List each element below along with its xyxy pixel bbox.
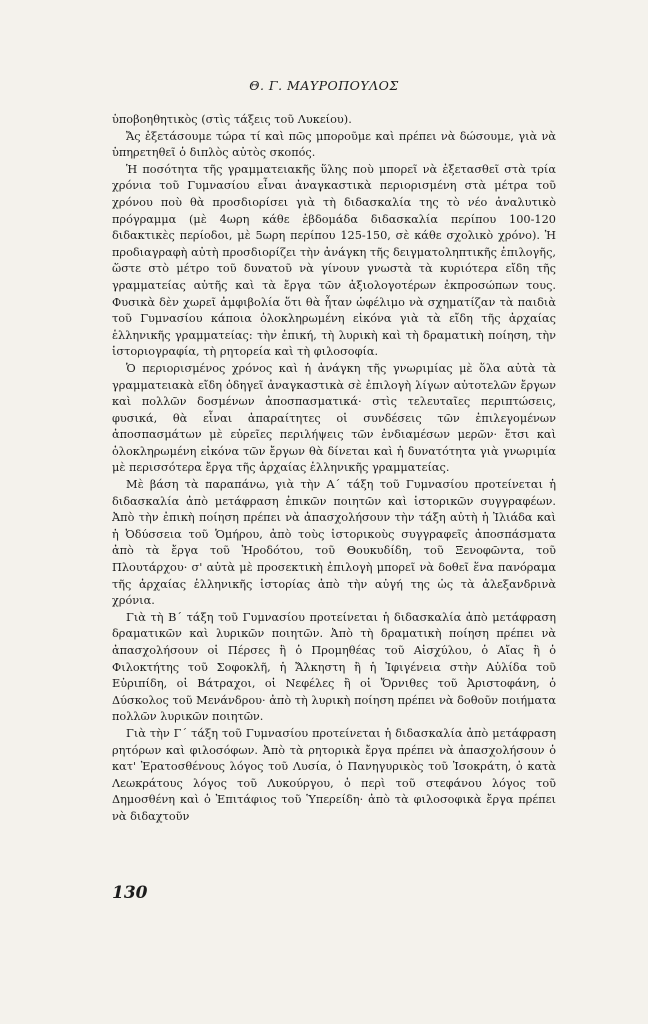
body-text (112, 112, 556, 826)
paragraph: Ὁ περιορισμένος χρόνος καὶ ἡ ἀνάγκη τῆς γνωριμίας μὲ ὅλα αὐτὰ τὰ γραμματειακὰ εἴδη ὁδηγεῖ ἀναγκαστικὰ σὲ ἐπιλογὴ λίγων αὐτοτελῶν ἔργων καὶ πολλῶν δοσμένων ἀποσπασματικά· στὶς τελευταῖες περιπτώσεις, φυσικά, θὰ εἶναι ἀπαραίτητες οἱ συνδέσεις τῶν ἐπιλεγομένων ἀποσπασμάτων μὲ εὐρεῖες περιλήψεις τῶν ἐνδιαμέσων μερῶν· ἔτσι καὶ ὁλοκληρωμένη εἰκόνα τῶν ἔργων θὰ δίνεται καὶ ἡ δυνατότητα γιὰ γνωριμία μὲ περισσότερα ἔργα τῆς ἀρχαίας ἑλληνικῆς γραμματείας. (112, 361, 556, 475)
paragraph: Γιὰ τὴν Γ΄ τάξη τοῦ Γυμνασίου προτείνεται ἡ διδασκαλία ἀπὸ μετάφραση ρητόρων καὶ φιλοσόφων. Ἀπὸ τὰ ρητορικὰ ἔργα πρέπει νὰ ἀπασχολήσουν ὁ κατ' Ἐρατοσθένους λόγος τοῦ Λυσία, ὁ Πανηγυρικὸς τοῦ Ἰσοκράτη, ὁ κατὰ Λεωκράτους λόγος τοῦ Λυκούργου, ὁ περὶ τοῦ στεφάνου λόγος τοῦ Δημοσθένη καὶ ὁ Ἐπιτάφιος τοῦ Ὑπερείδη· ἀπὸ τὰ φιλοσοφικὰ ἔργα πρέπει νὰ διδαχτοῦν (112, 726, 556, 823)
paragraph: Μὲ βάση τὰ παραπάνω, γιὰ τὴν Α΄ τάξη τοῦ Γυμνασίου προτείνεται ἡ διδασκαλία ἀπὸ μετάφραση ἐπικῶν ποιητῶν καὶ ἱστορικῶν συγγραφέων. Ἀπὸ τὴν ἐπικὴ ποίηση πρέπει νὰ ἀπασχολήσουν τὴν τάξη αὐτὴ ἡ Ἰλιάδα καὶ ἡ Ὀδύσσεια τοῦ Ὁμήρου, ἀπὸ τοὺς ἱστορικοὺς συγγραφεῖς ἀποσπάσματα ἀπὸ τὰ ἔργα τοῦ Ἡροδότου, τοῦ Θουκυδίδη, τοῦ Ξενοφῶντα, τοῦ Πλουτάρχου· σ' αὐτὰ μὲ προσεκτικὴ ἐπιλογὴ μπορεῖ νὰ δοθεῖ ἕνα πανόραμα τῆς ἀρχαίας ἑλληνικῆς ἱστορίας ἀπὸ τὴν αὐγή της ὡς τὰ ἀλεξανδρινὰ χρόνια. (112, 478, 556, 608)
paragraph: Ἄς ἐξετάσουμε τώρα τί καὶ πῶς μποροῦμε καὶ πρέπει νὰ δώσουμε, γιὰ νὰ ὑπηρετηθεῖ ὁ διπλὸς αὐτὸς σκοπός. (112, 129, 556, 160)
page-number: 130 (112, 883, 148, 903)
paragraph: ὑποβοηθητικὸς (στὶς τάξεις τοῦ Λυκείου). (112, 113, 352, 126)
paragraph: Γιὰ τὴ Β΄ τάξη τοῦ Γυμνασίου προτείνεται ἡ διδασκαλία ἀπὸ μετάφραση δραματικῶν καὶ λυρικῶν ποιητῶν. Ἀπὸ τὴ δραματικὴ ποίηση πρέπει νὰ ἀπασχολήσουν οἱ Πέρσες ἢ ὁ Προμηθέας τοῦ Αἰσχύλου, ὁ Αἴας ἢ ὁ Φιλοκτήτης τοῦ Σοφοκλῆ, ἡ Ἄλκηστη ἢ ἡ Ἰφιγένεια στὴν Αὐλίδα τοῦ Εὐριπίδη, οἱ Βάτραχοι, οἱ Νεφέλες ἢ οἱ Ὄρνιθες τοῦ Ἀριστοφάνη, ὁ Δύσκολος τοῦ Μενάνδρου· ἀπὸ τὴ λυρικὴ ποίηση πρέπει νὰ δοθοῦν ποιήματα πολλῶν λυρικῶν ποιητῶν. (112, 610, 556, 724)
paragraph: Ἡ ποσότητα τῆς γραμματειακῆς ὕλης ποὺ μπορεῖ νὰ ἐξετασθεῖ στὰ τρία χρόνια τοῦ Γυμνασίου εἶναι ἀναγκαστικὰ περιορισμένη στὰ μέτρα τοῦ χρόνου ποὺ θὰ προσδιορίσει γιὰ τὴ διδασκαλία της τὸ νέο ἀναλυτικὸ πρόγραμμα (μὲ 4ωρη κάθε ἑβδομάδα διδασκαλία περίπου 100-120 διδακτικὲς περίοδοι, μὲ 5ωρη περίπου 125-150, σὲ κάθε σχολικὸ χρόνο). Ἡ προδιαγραφὴ αὐτὴ προσδιορίζει τὴν ἀνάγκη τῆς δειγματοληπτικῆς ἐπιλογῆς, ὥστε στὸ μέτρο τοῦ δυνατοῦ νὰ γίνουν γνωστὰ τὰ κυριότερα εἴδη τῆς γραμματείας αὐτῆς καὶ τὰ ἔργα τῶν ἀξιολογοτέρων ἐκπροσώπων τους. Φυσικὰ δὲν χωρεῖ ἀμφιβολία ὅτι θὰ ἦταν ὠφέλιμο νὰ σχηματίζαν τὰ παιδιὰ τοῦ Γυμνασίου κάποια ὁλοκληρωμένη εἰκόνα γιὰ τὰ εἴδη τῆς ἀρχαίας ἑλληνικῆς γραμματείας: τὴν ἐπική, τὴ λυρικὴ καὶ τὴ δραματικὴ ποίηση, τὴν ἱστοριογραφία, τὴ ρητορεία καὶ τὴ φιλοσοφία. (112, 162, 556, 359)
running-header: Θ. Γ. ΜΑΥΡΟΠΟΥΛΟΣ (249, 78, 399, 93)
